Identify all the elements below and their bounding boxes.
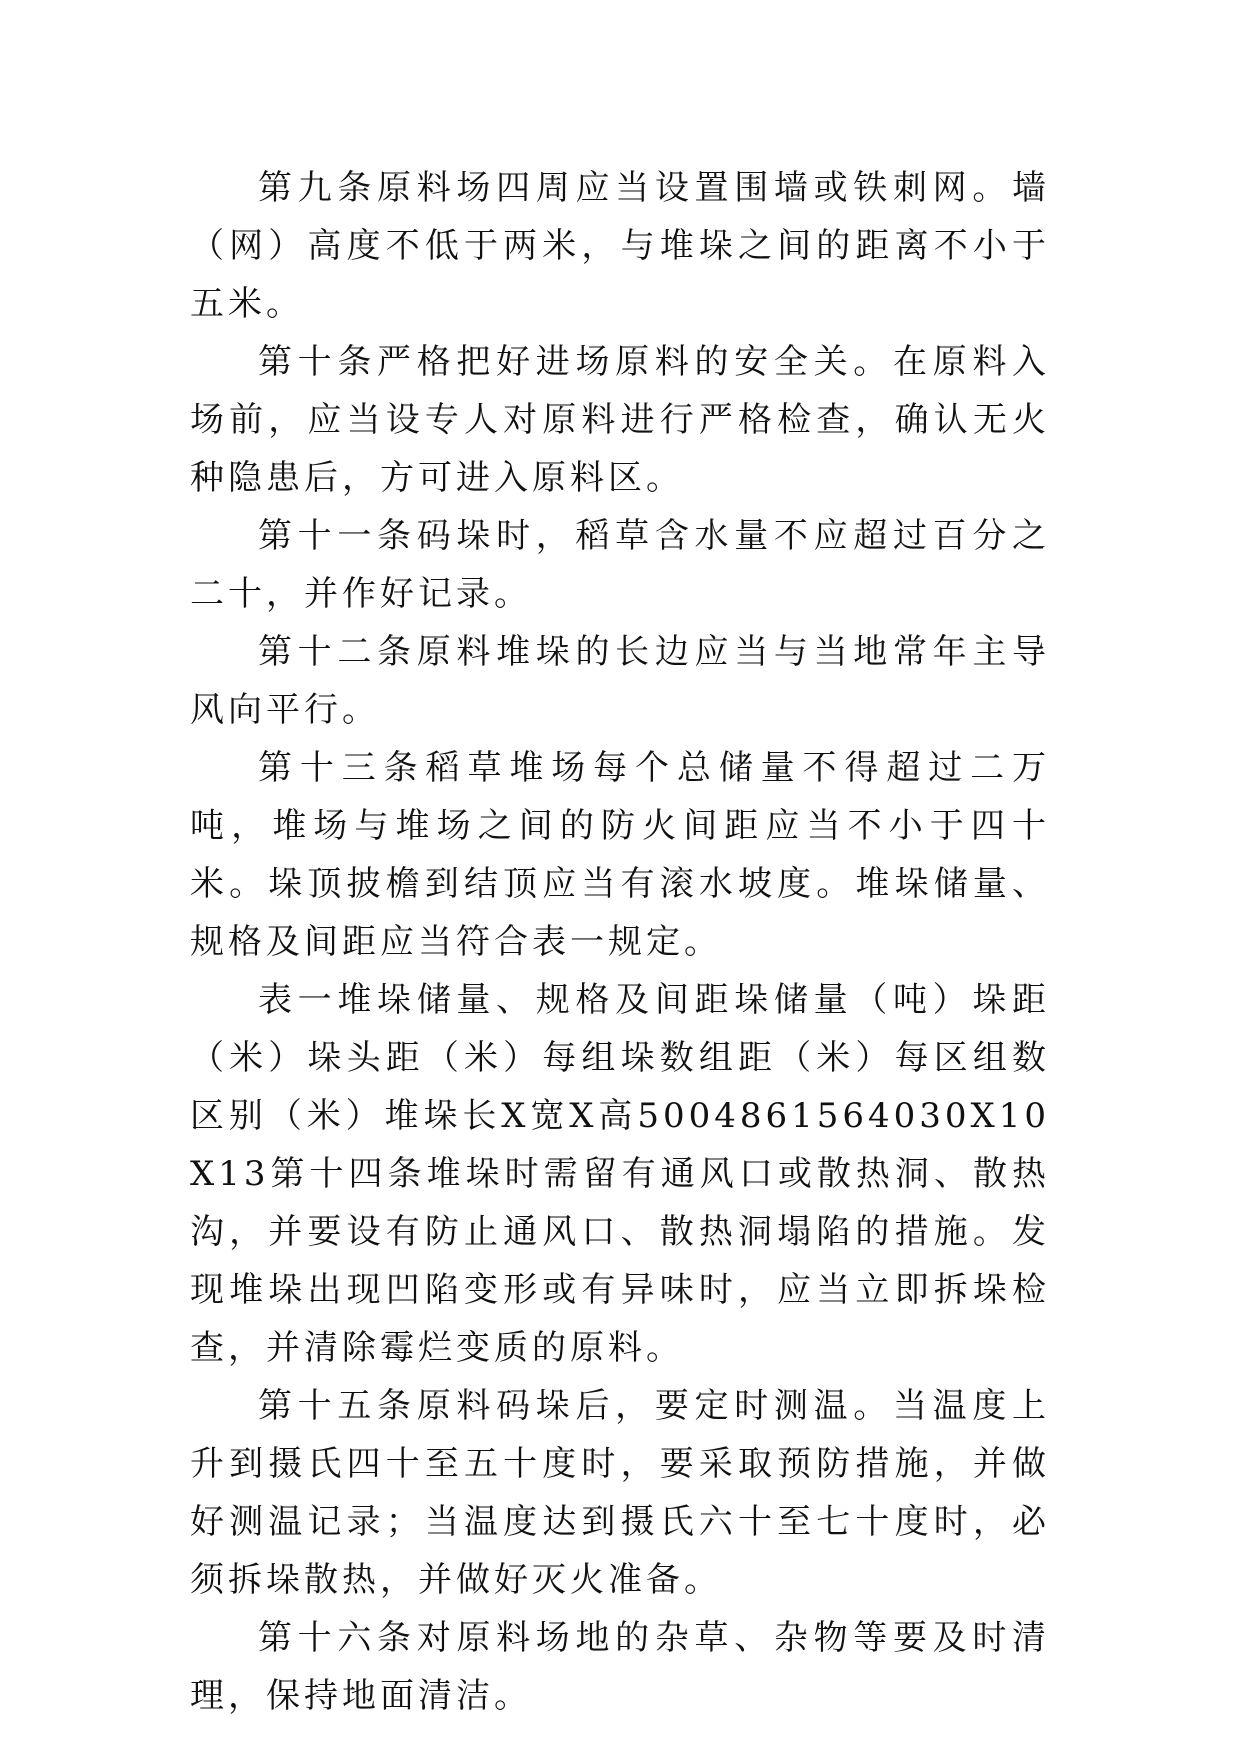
article-15-paragraph: 第十五条原料码垛后，要定时测温。当温度上升到摄氏四十至五十度时，要采取预防措施，并做好测温记录；当温度达到摄氏六十至七十度时，必须拆垛散热，并做好灭火准备。 [190, 1386, 1050, 1600]
article-16-paragraph: 第十六条对原料场地的杂草、杂物等要及时清理，保持地面清洁。 [190, 1618, 1050, 1716]
article-10-paragraph: 第十条严格把好进场原料的安全关。在原料入场前，应当设专人对原料进行严格检查，确认无火种隐患后，方可进入原料区。 [190, 342, 1050, 498]
article-11-paragraph: 第十一条码垛时，稻草含水量不应超过百分之二十，并作好记录。 [190, 516, 1050, 614]
article-13-paragraph: 第十三条稻草堆场每个总储量不得超过二万吨，堆场与堆场之间的防火间距应当不小于四十米。垛顶披檐到结顶应当有滚水坡度。堆垛储量、规格及间距应当符合表一规定。 [190, 748, 1050, 962]
article-9-paragraph: 第九条原料场四周应当设置围墙或铁刺网。墙（网）高度不低于两米，与堆垛之间的距离不小于五米。 [190, 168, 1050, 324]
document-body [190, 159, 1050, 1725]
article-12-paragraph: 第十二条原料堆垛的长边应当与当地常年主导风向平行。 [190, 632, 1050, 730]
table-1-and-article-14-paragraph: 表一堆垛储量、规格及间距垛储量（吨）垛距（米）垛头距（米）每组垛数组距（米）每区组数区别（米）堆垛长X宽X高5004861564030X10X13第十四条堆垛时需留有通风口或散热洞、散热沟，并要设有防止通风口、散热洞塌陷的措施。发现堆垛出现凹陷变形或有异味时，应当立即拆垛检查，并清除霉烂变质的原料。 [190, 980, 1050, 1368]
